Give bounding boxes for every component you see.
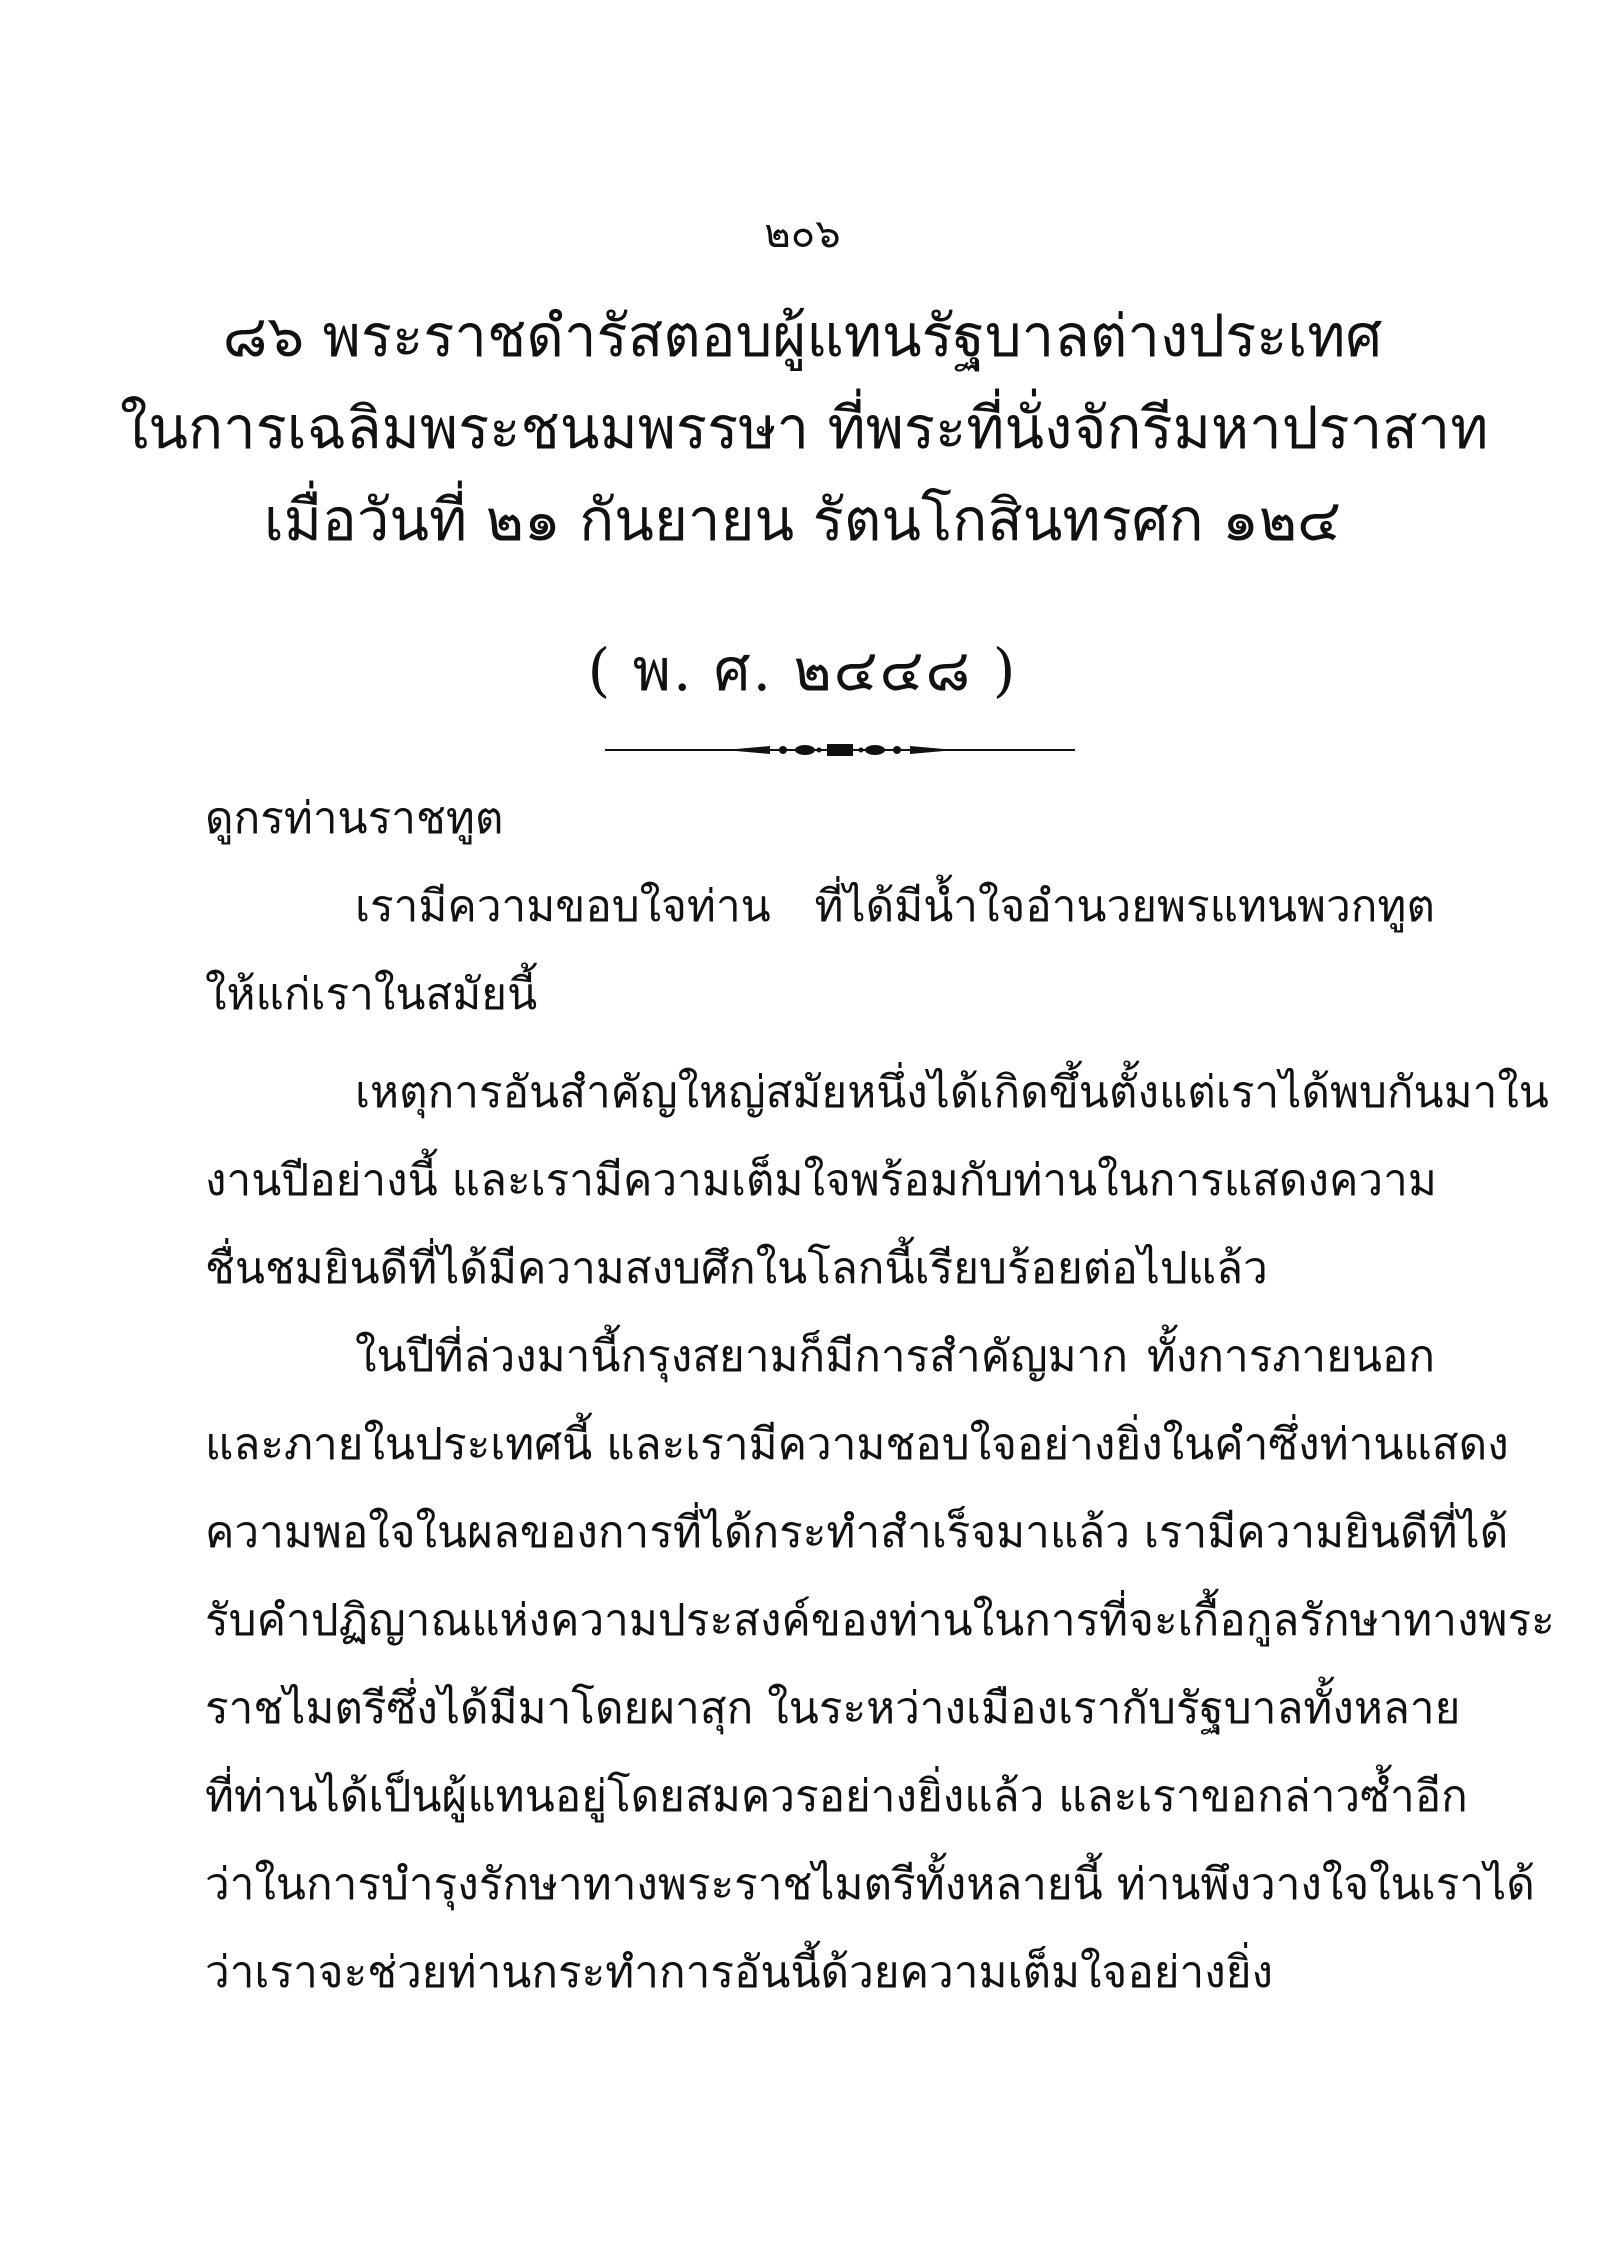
title-line-2: ในการเฉลิมพระชนมพรรษา ที่พระที่นั่งจักรีมหาปราสาท — [120, 394, 1489, 462]
page-number: ๒๐๖ — [764, 211, 841, 257]
paragraph-line: ว่าในการบำรุงรักษาทางพระราชไมตรีทั้งหลายนี้ ท่านพึงวางใจในเราได้ — [205, 1859, 1535, 1910]
paragraph-line: ให้แก่เราในสมัยนี้ — [205, 969, 538, 1020]
paragraph-line: ราชไมตรีซึ่งได้มีมาโดยผาสุก ในระหว่างเมืองเรากับรัฐบาลทั้งหลาย — [205, 1683, 1461, 1734]
paragraph-line: เหตุการอันสำคัญใหญ่สมัยหนึ่งได้เกิดขึ้นตั้งแต่เราได้พบกันมาใน — [355, 1067, 1549, 1118]
paragraph-line: ที่ท่านได้เป็นผู้แทนอยู่โดยสมควรอย่างยิ่งแล้ว และเราขอกล่าวซ้ำอีก — [205, 1771, 1468, 1822]
paragraph-line: ชื่นชมยินดีที่ได้มีความสงบศึกในโลกนี้เรียบร้อยต่อไปแล้ว — [205, 1243, 1268, 1294]
paragraph-line: งานปีอย่างนี้ และเรามีความเต็มใจพร้อมกับท่านในการแสดงความ — [205, 1155, 1437, 1206]
buddhist-era-year: ( พ. ศ. ๒๔๔๘ ) — [587, 636, 1018, 704]
paragraph-line: ว่าเราจะช่วยท่านกระทำการอันนี้ด้วยความเต็มใจอย่างยิ่ง — [205, 1947, 1273, 1998]
speech-body — [205, 775, 1555, 2017]
paragraph-line: และภายในประเทศนี้ และเรามีความชอบใจอย่างยิ่งในคำซึ่งท่านแสดง — [205, 1419, 1509, 1470]
paragraph-line: ความพอใจในผลของการที่ได้กระทำสำเร็จมาแล้ว เรามีความยินดีที่ได้ — [205, 1507, 1509, 1558]
title-line-3: เมื่อวันที่ ๒๑ กันยายน รัตนโกสินทรศก ๑๒๔ — [263, 486, 1342, 554]
paragraph-line: ในปีที่ล่วงมานี้กรุงสยามก็มีการสำคัญมาก ทั้งการภายนอก — [355, 1331, 1435, 1382]
decorative-divider-icon — [605, 740, 1075, 760]
paragraph-line: รับคำปฏิญาณแห่งความประสงค์ของท่านในการที่จะเกื้อกูลรักษาทางพระ — [205, 1595, 1555, 1646]
title-line-1: ๘๖ พระราชดำรัสตอบผู้แทนรัฐบาลต่างประเทศ — [222, 302, 1383, 370]
document-title — [120, 290, 1489, 566]
salutation: ดูกรท่านราชทูต — [205, 793, 504, 844]
paragraph-line: เรามีความขอบใจท่าน ที่ได้มีน้ำใจอำนวยพรแทนพวกทูต — [355, 881, 1435, 932]
